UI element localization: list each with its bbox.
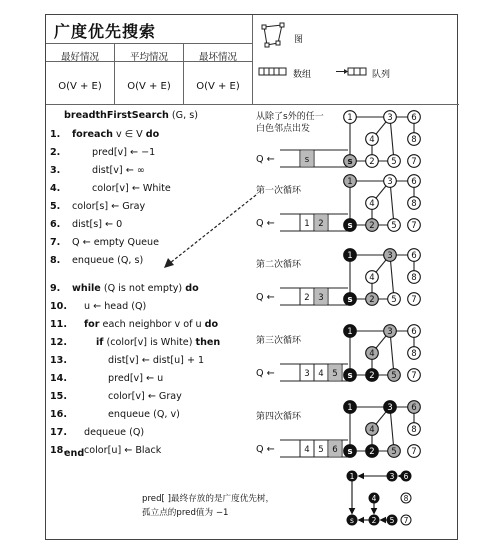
tree-node [369,515,379,525]
svg-text:4: 4 [371,493,377,503]
function-name: breadthFirstSearch [64,110,169,121]
code-line [108,409,180,420]
svg-text:1: 1 [349,471,355,481]
svg-text:1: 1 [347,327,353,338]
svg-text:6: 6 [332,445,338,455]
worst-case-label: 最坏情况 [198,52,237,63]
queue-cell [301,289,313,304]
final-note-line: pred[ ]最终存放的是广度优先树， [142,494,275,504]
worst-case-value: O(V + E) [196,81,240,92]
code-text: dist[v] ← ∞ [92,165,145,176]
svg-text:2: 2 [369,221,375,232]
dashed-arrow [156,191,262,273]
code-text: u ← head (Q) [84,301,147,312]
line-number: 10. [50,301,67,312]
step-caption: 第二次循环 [256,260,302,270]
code-line [96,337,220,348]
step-caption: 第一次循环 [256,186,302,196]
graph-node [384,175,397,188]
svg-text:4: 4 [318,369,324,379]
code-text: dequeue (Q) [84,427,145,438]
bfs-graph [342,173,426,235]
queue-cell [329,365,341,380]
code-text: each neighbor v of u [99,319,205,330]
svg-text:8: 8 [411,135,417,146]
line-number: 13. [50,355,67,366]
queue-label: Q ← [256,444,275,455]
svg-text:7: 7 [403,515,409,525]
svg-text:1: 1 [347,251,353,262]
line-number: 8. [50,255,61,266]
graph-node [366,219,379,232]
graph-node [384,111,397,124]
final-note-line: 孤立点的pred值为 −1 [142,508,229,518]
svg-text:4: 4 [369,199,375,210]
code-line [108,391,182,402]
code-text: color[v] ← White [92,183,171,194]
code-signature [64,110,198,121]
graph-node [388,369,401,382]
keyword: do [145,129,160,140]
step-caption: 第三次循环 [256,336,302,346]
bfs-graph [342,109,426,171]
queue-cell [315,289,327,304]
graph-node [344,249,357,262]
queue-cell [315,441,327,456]
queue-icon [336,67,370,77]
svg-text:3: 3 [387,403,393,414]
graph-node [344,445,357,458]
graph-node [344,155,357,168]
graph-node [366,155,379,168]
svg-text:5: 5 [332,369,338,379]
svg-text:2: 2 [304,293,310,303]
line-number: 3. [50,165,61,176]
queue-label: Q ← [256,154,275,165]
graph-node [408,293,421,306]
graph-node [344,325,357,338]
graph-node [388,293,401,306]
best-case-label: 最好情况 [60,52,99,63]
code-line [72,283,199,294]
final-note [142,492,274,520]
step-caption: 白色邻点出发 [256,124,311,134]
svg-text:s: s [347,295,353,306]
svg-text:4: 4 [369,349,375,360]
svg-text:s: s [304,155,310,165]
code-text: dist[s] ← 0 [72,219,123,230]
queue-cell [315,365,327,380]
code-line [108,355,204,366]
bfs-graph [342,399,426,461]
graph-node [366,423,379,436]
tree-node [401,493,411,503]
svg-text:6: 6 [411,177,417,188]
graph-node [366,271,379,284]
code-text: (Q is not empty) [100,283,186,294]
algorithm-card [45,14,458,540]
svg-text:7: 7 [411,447,417,458]
tree-node [369,493,379,503]
svg-text:1: 1 [347,177,353,188]
svg-text:2: 2 [369,371,375,382]
line-number: 5. [50,201,61,212]
line-number: 16. [50,409,67,420]
graph-node [366,369,379,382]
graph-node [408,197,421,210]
svg-text:5: 5 [318,445,324,455]
keyword: foreach [72,129,113,140]
line-number: 9. [50,283,61,294]
line-number: 11. [50,319,67,330]
keyword: do [185,283,199,294]
svg-text:4: 4 [369,425,375,436]
bfs-tree [344,470,414,540]
queue-cell [301,441,313,456]
keyword: while [72,283,101,294]
svg-text:2: 2 [369,157,375,168]
svg-text:6: 6 [411,327,417,338]
line-number: 15. [50,391,67,402]
graph-node [408,423,421,436]
function-args: (G, s) [168,110,198,121]
keyword: if [96,337,104,348]
code-text: color[v] ← Gray [108,391,182,402]
code-line [72,201,145,212]
graph-node [344,175,357,188]
svg-text:1: 1 [347,403,353,414]
svg-text:3: 3 [387,113,393,124]
svg-text:5: 5 [391,447,397,458]
svg-text:6: 6 [411,251,417,262]
queue-cell [301,365,313,380]
graph-node [408,271,421,284]
svg-text:1: 1 [304,219,310,229]
svg-text:3: 3 [389,471,395,481]
svg-text:5: 5 [391,295,397,306]
divider [46,104,459,105]
code-line [108,373,163,384]
bfs-graph [342,247,426,309]
svg-text:3: 3 [387,251,393,262]
array-legend-label: 数组 [293,70,312,80]
graph-node [408,111,421,124]
page-title: 广度优先搜索 [54,22,157,41]
queue-label: Q ← [256,218,275,229]
graph-icon [258,21,288,51]
graph-node [344,111,357,124]
graph-node [384,325,397,338]
svg-text:4: 4 [304,445,310,455]
graph-node [366,197,379,210]
graph-node [344,219,357,232]
code-line [84,445,161,456]
svg-text:4: 4 [369,273,375,284]
line-number: 2. [50,147,61,158]
code-line [72,237,159,248]
step-caption: 第四次循环 [256,412,302,422]
svg-text:5: 5 [391,221,397,232]
code-text: pred[v] ← u [108,373,164,384]
svg-text:8: 8 [411,349,417,360]
code-text: color[u] ← Black [84,445,162,456]
svg-text:3: 3 [304,369,310,379]
svg-text:s: s [350,515,354,525]
svg-text:2: 2 [371,515,377,525]
queue-cell [301,151,313,166]
graph-node [408,325,421,338]
svg-text:3: 3 [318,293,324,303]
line-number: 14. [50,373,67,384]
svg-text:7: 7 [411,157,417,168]
line-number: 17. [50,427,67,438]
divider [252,15,253,104]
svg-text:s: s [347,447,353,458]
graph-node [408,369,421,382]
queue-label: Q ← [256,292,275,303]
svg-text:6: 6 [411,113,417,124]
svg-text:5: 5 [391,371,397,382]
graph-node [408,401,421,414]
svg-text:6: 6 [411,403,417,414]
svg-text:5: 5 [389,515,395,525]
queue-cell [329,441,341,456]
graph-node [388,155,401,168]
graph-node [384,401,397,414]
average-case-label: 平均情况 [129,52,168,63]
code-end: end [64,448,85,459]
line-number: 6. [50,219,61,230]
queue-cell [301,215,313,230]
graph-node [408,219,421,232]
keyword: for [84,319,100,330]
step-caption: 从除了s外的任一 [256,112,324,122]
svg-text:8: 8 [403,493,409,503]
graph-node [366,445,379,458]
tree-node [387,471,397,481]
line-number: 4. [50,183,61,194]
code-text: color[s] ← Gray [72,201,146,212]
graph-node [344,293,357,306]
code-line [72,219,122,230]
code-line [92,165,145,176]
svg-text:2: 2 [369,295,375,306]
tree-node [401,515,411,525]
graph-legend-label: 图 [294,35,304,45]
svg-text:2: 2 [318,219,324,229]
svg-text:5: 5 [391,157,397,168]
svg-text:8: 8 [411,273,417,284]
graph-node [408,249,421,262]
svg-text:6: 6 [403,471,409,481]
tree-node [387,515,397,525]
svg-text:4: 4 [369,135,375,146]
svg-text:2: 2 [369,447,375,458]
graph-node [366,133,379,146]
line-number: 1. [50,129,61,140]
graph-node [408,175,421,188]
graph-node [344,401,357,414]
queue-legend-label: 队列 [372,70,391,80]
best-case-value: O(V + E) [58,81,102,92]
code-line [92,147,155,158]
divider [46,43,252,44]
code-text: enqueue (Q, s) [72,255,144,266]
svg-text:7: 7 [411,295,417,306]
code-text: pred[v] ← −1 [92,147,156,158]
code-text: (color[v] is White) [103,337,196,348]
queue-cell [315,215,327,230]
graph-node [408,445,421,458]
code-line [84,301,146,312]
graph-node [384,249,397,262]
svg-text:s: s [347,221,353,232]
graph-node [366,347,379,360]
code-line [72,129,159,140]
tree-node [347,515,357,525]
tree-node [401,471,411,481]
array-icon [258,67,288,77]
keyword: then [195,337,221,348]
svg-text:8: 8 [411,199,417,210]
svg-text:1: 1 [347,113,353,124]
svg-text:s: s [347,371,353,382]
graph-node [408,133,421,146]
svg-text:s: s [347,157,353,168]
bfs-graph [342,323,426,385]
line-number: 12. [50,337,67,348]
graph-node [344,369,357,382]
tree-node [347,471,357,481]
graph-node [408,347,421,360]
graph-node [388,219,401,232]
keyword: do [204,319,219,330]
svg-text:8: 8 [411,425,417,436]
queue-label: Q ← [256,368,275,379]
code-text: enqueue (Q, v) [108,409,180,420]
divider [114,43,115,104]
graph-node [366,293,379,306]
average-case-value: O(V + E) [127,81,171,92]
line-number: 18. [50,445,67,456]
code-line [84,319,218,330]
svg-text:7: 7 [411,371,417,382]
code-text: v ∈ V [113,129,146,140]
code-text: dist[v] ← dist[u] + 1 [108,355,205,366]
graph-node [388,445,401,458]
line-number: 7. [50,237,61,248]
code-text: Q ← empty Queue [72,237,160,248]
divider [183,43,184,104]
svg-text:3: 3 [387,177,393,188]
code-line [84,427,144,438]
graph-node [408,155,421,168]
code-line [72,255,143,266]
svg-text:3: 3 [387,327,393,338]
svg-text:7: 7 [411,221,417,232]
